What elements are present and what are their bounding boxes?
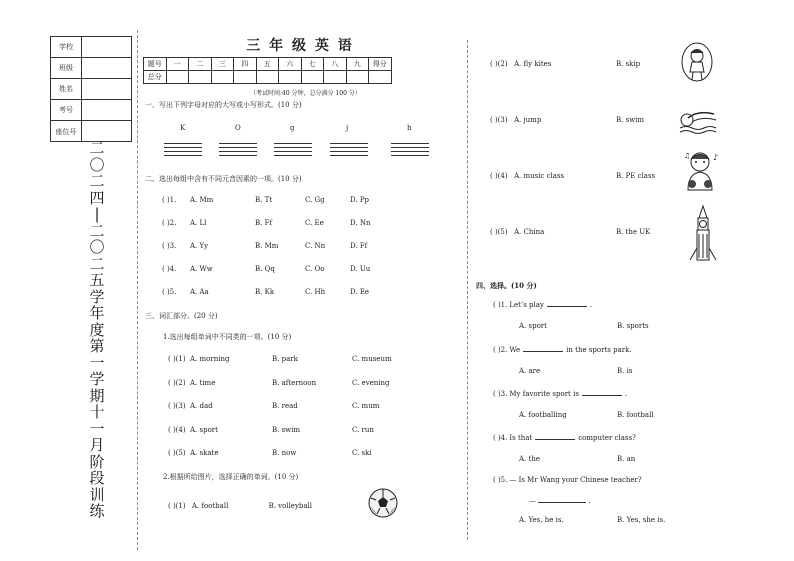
option-c[interactable]: C. Oo (305, 265, 325, 273)
option-a[interactable]: A. fly kites (514, 60, 552, 68)
answer-bracket[interactable]: ( )1. (493, 301, 508, 309)
four-line-writing-box[interactable] (164, 143, 202, 159)
option-b[interactable]: B. Qq (255, 265, 275, 273)
answer-line (529, 496, 591, 505)
page-title: 三 年 级 英 语 (246, 38, 354, 54)
answer-bracket[interactable]: ( )(1) (168, 355, 186, 363)
option-b[interactable]: B. Yes, she is. (617, 516, 666, 524)
info-label-class: 班级 (51, 58, 82, 78)
option-c[interactable]: C. mum (352, 402, 380, 410)
answer-dot: . (588, 497, 591, 505)
vertical-title-char: | (94, 205, 100, 223)
option-a[interactable]: A. Yes, he is. (519, 516, 564, 524)
option-a[interactable]: A. skate (190, 449, 219, 457)
school-field[interactable] (82, 37, 131, 57)
score-header-cell: 五 (256, 58, 279, 71)
pic-question-1 (168, 502, 312, 510)
vertical-title-char: 一 (89, 353, 105, 372)
fill-blank[interactable] (547, 300, 587, 307)
option-a[interactable]: A. sport (519, 322, 547, 330)
fill-blank[interactable] (523, 345, 563, 352)
four-line-writing-box[interactable] (219, 143, 257, 159)
answer-bracket[interactable]: ( )5. (493, 476, 508, 484)
svg-text:♫: ♫ (684, 152, 691, 160)
total-score-label: 总分 (144, 71, 167, 84)
option-a[interactable]: A. China (514, 228, 545, 236)
section3-part1-title: 1.选出每组单词中不同类的一项。(10 分) (163, 333, 292, 341)
option-b[interactable]: B. the UK (616, 228, 651, 236)
option-c[interactable]: C. Ee (305, 219, 324, 227)
info-label-exam-number: 考号 (51, 100, 82, 120)
exam-note: （考试时间:40 分钟，总分满分 100 分） (250, 90, 361, 97)
column-divider (467, 40, 468, 540)
vertical-title-char: 二 (89, 172, 105, 190)
score-entry-cell[interactable] (301, 71, 324, 84)
option-c[interactable]: C. ski (352, 449, 372, 457)
score-header-cell: 题号 (144, 58, 167, 71)
name-field[interactable] (82, 79, 131, 99)
letter-2: g (290, 124, 295, 132)
answer-bracket[interactable]: ( )(4) (168, 425, 186, 434)
stem-text: My favorite sport is (509, 390, 579, 398)
option-c[interactable]: C. run (352, 425, 374, 434)
score-header-cell: 得分 (369, 58, 392, 71)
answer-bracket[interactable]: ( )1. (162, 196, 177, 204)
fill-blank[interactable] (535, 433, 575, 440)
vertical-title-char: 二 (89, 221, 105, 240)
option-b[interactable]: B. volleyball (268, 502, 313, 510)
stem-text-post: in the sports park. (566, 346, 632, 354)
option-d[interactable]: D. Nn (350, 219, 371, 227)
score-entry-cell[interactable] (234, 71, 257, 84)
answer-bracket[interactable]: ( )3. (162, 242, 177, 250)
vertical-title-char: 段 (89, 469, 105, 487)
vertical-title-char: 训 (89, 485, 105, 504)
vertical-title-char: 一 (89, 419, 105, 438)
vertical-title-char: 〇 (89, 238, 105, 256)
option-c[interactable]: C. evening (352, 378, 390, 387)
vertical-title-char: 〇 (89, 155, 105, 174)
option-a[interactable]: A. time (190, 378, 216, 387)
svg-text:♪: ♪ (713, 153, 719, 162)
vertical-title-char: 四 (89, 188, 105, 207)
answer-dash: — (529, 497, 536, 505)
section4-question-stem (493, 300, 592, 309)
vertical-exam-title (82, 140, 112, 520)
option-a[interactable]: A. are (519, 367, 541, 375)
option-a[interactable]: A. dad (190, 402, 213, 410)
stem-text: Is that (509, 434, 533, 442)
vertical-title-char: 年 (89, 304, 105, 322)
option-b[interactable]: B. read (272, 402, 298, 410)
score-header-cell: 八 (324, 58, 347, 71)
section2-title: 二、选出每组中含有不同元音因素的一项。(10 分) (145, 175, 302, 183)
section1-title: 一、写出下列字母对应的大写或小写形式。(10 分) (145, 101, 302, 109)
four-line-writing-box[interactable] (391, 143, 429, 159)
option-d[interactable]: D. Ff (350, 242, 368, 250)
option-b[interactable]: B. now (272, 449, 297, 457)
option-a[interactable]: A. the (519, 455, 540, 463)
stem-text-post: . (589, 301, 593, 309)
score-entry-cell[interactable] (279, 71, 302, 84)
score-entry-cell[interactable] (211, 71, 234, 84)
score-entry-cell[interactable] (324, 71, 347, 84)
section4-question-stem (493, 433, 636, 442)
option-d[interactable]: D. Pp (350, 196, 370, 204)
score-entry-cell[interactable] (369, 71, 392, 84)
answer-bracket[interactable]: ( )2. (162, 219, 177, 227)
exam-number-field[interactable] (82, 100, 131, 120)
option-a[interactable]: A. Ww (190, 265, 213, 273)
letter-0: K (180, 124, 186, 132)
score-header-cell: 一 (166, 58, 189, 71)
option-a[interactable]: A. Mm (190, 196, 214, 204)
option-b[interactable]: B. park (272, 355, 298, 363)
section4-question-stem (493, 345, 632, 354)
section3-part2-title: 2.根据所给图片，选择正确的单词。(10 分) (163, 473, 299, 481)
option-a[interactable]: A. football (191, 502, 229, 510)
answer-bracket[interactable]: ( )2. (493, 346, 508, 354)
option-c[interactable]: C. Nn (305, 242, 326, 250)
section4-question-stem (493, 389, 627, 398)
option-b[interactable]: B. swim (272, 425, 301, 434)
student-info-table (50, 36, 132, 142)
answer-bracket[interactable]: ( )(3) (490, 116, 508, 124)
score-entry-cell[interactable] (166, 71, 189, 84)
section4-question-stem (493, 476, 642, 484)
option-b[interactable]: B. is (617, 367, 633, 375)
answer-bracket[interactable]: ( )(4) (490, 172, 508, 180)
score-entry-cell[interactable] (346, 71, 369, 84)
vertical-title-char: 阶 (89, 452, 105, 471)
answer-bracket[interactable]: ( )4. (162, 265, 177, 273)
swimming-icon (678, 106, 718, 134)
option-c[interactable]: C. Gg (305, 196, 325, 204)
answer-bracket[interactable]: ( )(3) (168, 402, 186, 410)
answer-bracket[interactable]: ( )(2) (168, 378, 186, 387)
info-label-name: 姓名 (51, 79, 82, 99)
option-a[interactable]: A. jump (514, 116, 542, 124)
answer-bracket[interactable]: ( )5. (162, 288, 177, 296)
option-b[interactable]: B. PE class (616, 172, 656, 180)
info-label-school: 学校 (51, 37, 82, 57)
vertical-title-char: 月 (89, 436, 105, 454)
vertical-title-char: 期 (89, 386, 105, 405)
option-c[interactable]: C. Hh (305, 288, 326, 296)
score-table (143, 57, 392, 84)
stem-text-post: . (624, 390, 628, 398)
option-b[interactable]: B. an (617, 455, 636, 463)
answer-bracket[interactable]: ( )(2) (490, 60, 508, 68)
vertical-title-char: 第 (89, 337, 105, 355)
score-entry-cell[interactable] (189, 71, 212, 84)
letter-1: O (235, 124, 241, 132)
four-line-writing-box[interactable] (330, 143, 368, 159)
option-d[interactable]: D. Uu (350, 265, 371, 273)
answer-bracket[interactable]: ( )(5) (490, 228, 508, 236)
class-field[interactable] (82, 58, 131, 78)
section4-title: 四、选择。(10 分) (476, 281, 537, 290)
score-header-cell: 三 (211, 58, 234, 71)
vertical-title-char: 练 (89, 502, 105, 520)
vertical-title-char: 学 (89, 370, 105, 388)
big-ben-icon (688, 204, 718, 262)
stem-text: — Is Mr Wang your Chinese teacher? (509, 476, 642, 484)
answer-bracket[interactable]: ( )3. (493, 390, 508, 398)
letter-4: h (407, 124, 412, 132)
binding-line (137, 30, 138, 550)
option-a[interactable]: A. footballing (519, 411, 567, 419)
answer-blank[interactable] (538, 496, 586, 503)
score-header-cell: 四 (234, 58, 257, 71)
option-a[interactable]: A. Yy (190, 242, 209, 250)
skipping-girl-icon (680, 42, 714, 84)
stem-text: Let’s play (509, 301, 544, 309)
football-icon (368, 488, 398, 518)
info-label-seat-number: 座位号 (51, 121, 82, 142)
option-c[interactable]: C. museum (352, 355, 392, 363)
option-b[interactable]: B. Ff (255, 219, 273, 227)
option-a[interactable]: A. Ll (190, 219, 207, 227)
option-a[interactable]: A. morning (190, 355, 230, 363)
option-a[interactable]: A. sport (190, 425, 218, 434)
stem-text: We (509, 346, 521, 354)
option-b[interactable]: B. afternoon (272, 378, 317, 387)
score-header-cell: 九 (346, 58, 369, 71)
score-header-cell: 六 (279, 58, 302, 71)
fill-blank[interactable] (582, 389, 622, 396)
option-a[interactable]: A. music class (514, 172, 565, 180)
option-b[interactable]: B. skip (616, 60, 641, 68)
option-b[interactable]: B. Mm (255, 242, 279, 250)
option-b[interactable]: B. swim (616, 116, 645, 124)
answer-bracket[interactable]: ( )(5) (168, 449, 186, 457)
vertical-title-char: 二 (89, 254, 105, 273)
section3-title: 三、词汇部分。(20 分) (145, 312, 218, 320)
score-entry-cell[interactable] (256, 71, 279, 84)
music-class-icon (682, 150, 722, 194)
option-d[interactable]: D. Ee (350, 288, 370, 296)
score-header-cell: 七 (301, 58, 324, 71)
vertical-title-char: 十 (89, 403, 105, 421)
vertical-title-char: 二 (89, 139, 105, 157)
option-b[interactable]: B. sports (617, 322, 649, 330)
four-line-writing-box[interactable] (274, 143, 312, 159)
question-number[interactable]: ( )(1) (168, 502, 186, 510)
stem-text-post: computer class? (578, 434, 636, 442)
letter-3: j (346, 124, 349, 132)
answer-bracket[interactable]: ( )4. (493, 434, 508, 442)
option-b[interactable]: B. football (617, 411, 654, 419)
vertical-title-char: 学 (89, 287, 105, 306)
vertical-title-char: 五 (89, 271, 105, 289)
option-b[interactable]: B. Tt (255, 196, 273, 204)
vertical-title-char: 度 (89, 320, 105, 339)
score-header-cell: 二 (189, 58, 212, 71)
option-b[interactable]: B. Kk (255, 288, 275, 296)
option-a[interactable]: A. Aa (190, 288, 209, 296)
